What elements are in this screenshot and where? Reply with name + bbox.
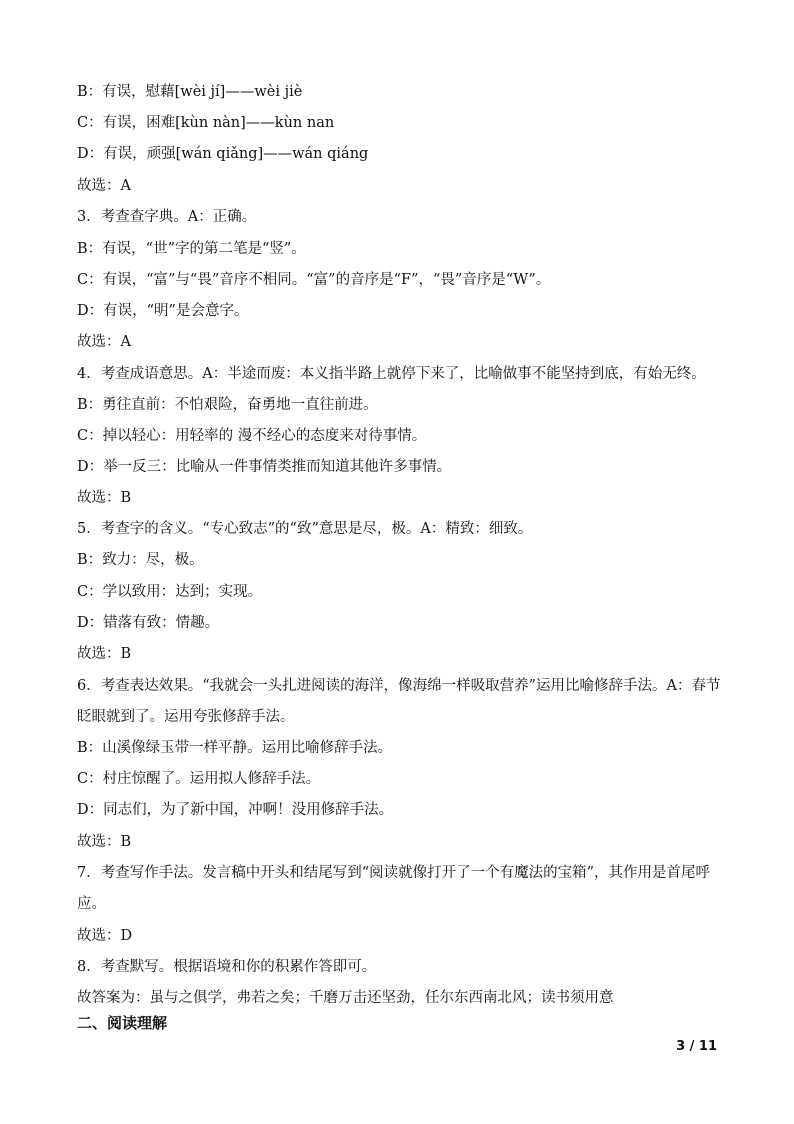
text-line: C：村庄惊醒了。运用拟人修辞手法。 <box>77 771 321 787</box>
text-line: C：掉以轻心：用轻率的 漫不经心的态度来对待事情。 <box>77 428 427 444</box>
text-line: D：举一反三：比喻从一件事情类推而知道其他许多事情。 <box>77 459 452 475</box>
text-line: 7．考查写作手法。发言稿中开头和结尾写到“阅读就像打开了一个有魔法的宝箱”，其作用是首尾呼 <box>77 865 711 881</box>
text-line: C：有误，“富”与“畏”音序不相同。“富”的音序是“F”，“畏”音序是“W”。 <box>77 272 551 288</box>
text-line: 6．考查表达效果。“我就会一头扎进阅读的海洋，像海绵一样吸取营养”运用比喻修辞手法。A：春节 <box>77 678 721 694</box>
section-heading: 二、阅读理解 <box>77 1014 168 1032</box>
text-line: 故选：A <box>77 178 131 194</box>
text-line: 眨眼就到了。运用夸张修辞手法。 <box>77 709 295 725</box>
text-line: C：有误，困难[kùn nàn]——kùn nan <box>77 115 335 131</box>
text-line: D：同志们，为了新中国，冲啊！没用修辞手法。 <box>77 802 394 818</box>
text-line: 故选：B <box>77 490 132 506</box>
text-line: 故选：D <box>77 928 133 944</box>
text-line: B：致力：尽，极。 <box>77 552 204 568</box>
text-line: 故选：B <box>77 646 132 662</box>
text-line: 3．考查查字典。A：正确。 <box>77 209 257 225</box>
text-line: 故答案为：虽与之俱学，弗若之矣；千磨万击还坚劲，任尔东西南北风；读书须用意 <box>77 990 614 1006</box>
text-line: B：有误，慰藉[wèi jí]——wèi jiè <box>77 84 303 100</box>
text-line: 应。 <box>77 896 106 912</box>
text-line: 故选：A <box>77 334 131 350</box>
page-number: 3 / 11 <box>676 1039 717 1054</box>
text-line: D：有误，“明”是会意字。 <box>77 303 249 319</box>
text-line: 故选：B <box>77 834 132 850</box>
text-line: 5．考查字的含义。“专心致志”的“致”意思是尽，极。A：精致：细致。 <box>77 521 533 537</box>
text-line: 4．考查成语意思。A：半途而废：本义指半路上就停下来了，比喻做事不能坚持到底，有始无终。 <box>77 366 706 382</box>
text-line: 8．考查默写。根据语境和你的积累作答即可。 <box>77 959 377 975</box>
text-line: D：错落有致：情趣。 <box>77 615 220 631</box>
text-line: B：山溪像绿玉带一样平静。运用比喻修辞手法。 <box>77 740 393 756</box>
text-line: B：勇往直前：不怕艰险，奋勇地一直往前进。 <box>77 397 378 413</box>
text-line: D：有误，顽强[wán qiǎng]——wán qiáng <box>77 146 369 162</box>
text-line: C：学以致用：达到；实现。 <box>77 584 263 600</box>
text-line: B：有误，“世”字的第二笔是“竖”。 <box>77 241 306 257</box>
